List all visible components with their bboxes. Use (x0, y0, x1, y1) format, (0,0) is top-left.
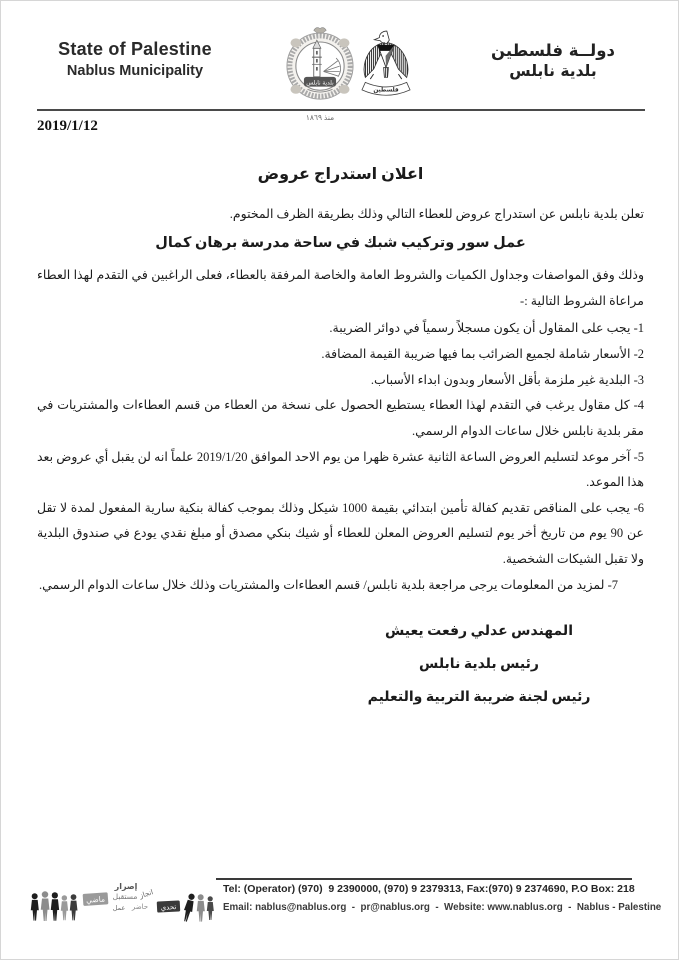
signatory-title-mayor: رئيس بلدية نابلس (419, 657, 539, 673)
seal-label-text: بلدية نابلس (306, 80, 334, 87)
document-body (37, 164, 644, 715)
header-arabic (458, 41, 648, 80)
footer-divider (216, 878, 632, 880)
eagle-banner-text: فلسطين (373, 87, 399, 94)
intro-paragraph: تعلن بلدية نابلس عن استدراج عروض للعطاء التالي وذلك بطريقة الظرف المختوم. (229, 207, 644, 222)
header-divider (37, 109, 645, 111)
announcement-title: اعلان استدراج عروض (257, 166, 424, 183)
condition-item-1: 1- يجب على المقاول أن يكون مسجلاً رسمياً في دوائر الضريبة. (329, 321, 644, 336)
condition-item-6: 6- يجب على المناقص تقديم كفالة تأمين ابتدائي بقيمة 1000 شيكل وذلك بموجب كفالة بنكية سارية المفعول لمدة لا تقل عن 90 يوم من تاريخ أخر يوم لتسليم العروض المعلن للعطاء أو شيك بنكي مصدق أو مبلغ نقدي يودع في صندوق البلدية ولا تقبل الشيكات الشخصية. (37, 500, 645, 567)
state-name-en: State of Palestine (58, 39, 212, 59)
municipality-name-ar: بلدية نابلس (509, 62, 597, 80)
document-date: 2019/1/12 (37, 118, 98, 134)
header-english (35, 39, 235, 79)
municipality-slogan-logo (27, 877, 217, 931)
condition-item-2: 2- الأسعار شاملة لجميع الضرائب بما فيها ضريبة القيمة المضافة. (321, 347, 644, 362)
footer-contact-line: Email: nablus@nablus.org - pr@nablus.org - Website: www.nablus.org - Nablus - Palestine (223, 902, 662, 913)
municipality-name-en: Nablus Municipality (66, 63, 204, 79)
slogan-word-future: مستقبل (112, 892, 138, 901)
conditions-intro: وذلك وفق المواصفات وجداول الكميات والشروط العامة والخاصة المرفقة بالعطاء، فعلى الراغبين في التقدم لهذا العطاء مراعاة الشروط التالية :- (37, 268, 644, 308)
seal-caption: منذ ١٨٦٩ (305, 113, 335, 122)
palestine-coat-of-arms-icon (357, 25, 415, 105)
tender-subject: عمل سور وتركيب شبك في ساحة مدرسة برهان كمال (155, 235, 526, 252)
condition-item-7: 7- لمزيد من المعلومات يرجى مراجعة بلدية نابلس/ قسم العطاءات والمشتريات وذلك خلال ساعات الدوام الرسمي. (39, 577, 618, 592)
footer-phone-line: Tel: (Operator) (970) 9 2390000, (970) 9 2379313, Fax:(970) 9 2374690, P.O Box: 218 (223, 883, 635, 895)
signatory-name: المهندس عدلي رفعت يعيش (385, 624, 573, 640)
signature-block (314, 616, 644, 715)
slogan-word-present: حاضر (131, 903, 149, 911)
signatory-title-committee: رئيس لجنة ضريبة التربية والتعليم (367, 690, 591, 706)
slogan-word-determination: إصرار (114, 882, 138, 891)
condition-item-3: 3- البلدية غير ملزمة بأقل الأسعار وبدون ابداء الأسباب. (370, 372, 644, 387)
state-name-ar: دولــة فلسطين (491, 41, 615, 60)
condition-item-4: 4- كل مقاول يرغب في التقدم لهذا العطاء يستطيع الحصول على نسخة من العطاء من قسم العطاءات والمشتريات في مقر بلدية نابلس خلال ساعات الدوام الرسمي. (37, 398, 644, 438)
condition-item-5: 5- آخر موعد لتسليم العروض الساعة الثانية عشرة ظهرا من يوم الاحد الموافق 2019/1/20 علماً انه لن يقبل أي عروض بعد هذا الموعد. (37, 449, 644, 490)
slogan-word-past: ماضي (85, 894, 106, 905)
slogan-word-work: عمل (112, 904, 126, 912)
slogan-word-achievement: انجاز (138, 888, 155, 901)
nablus-municipality-seal-icon (284, 25, 356, 109)
slogan-word-challenge: تحدي (160, 903, 177, 912)
